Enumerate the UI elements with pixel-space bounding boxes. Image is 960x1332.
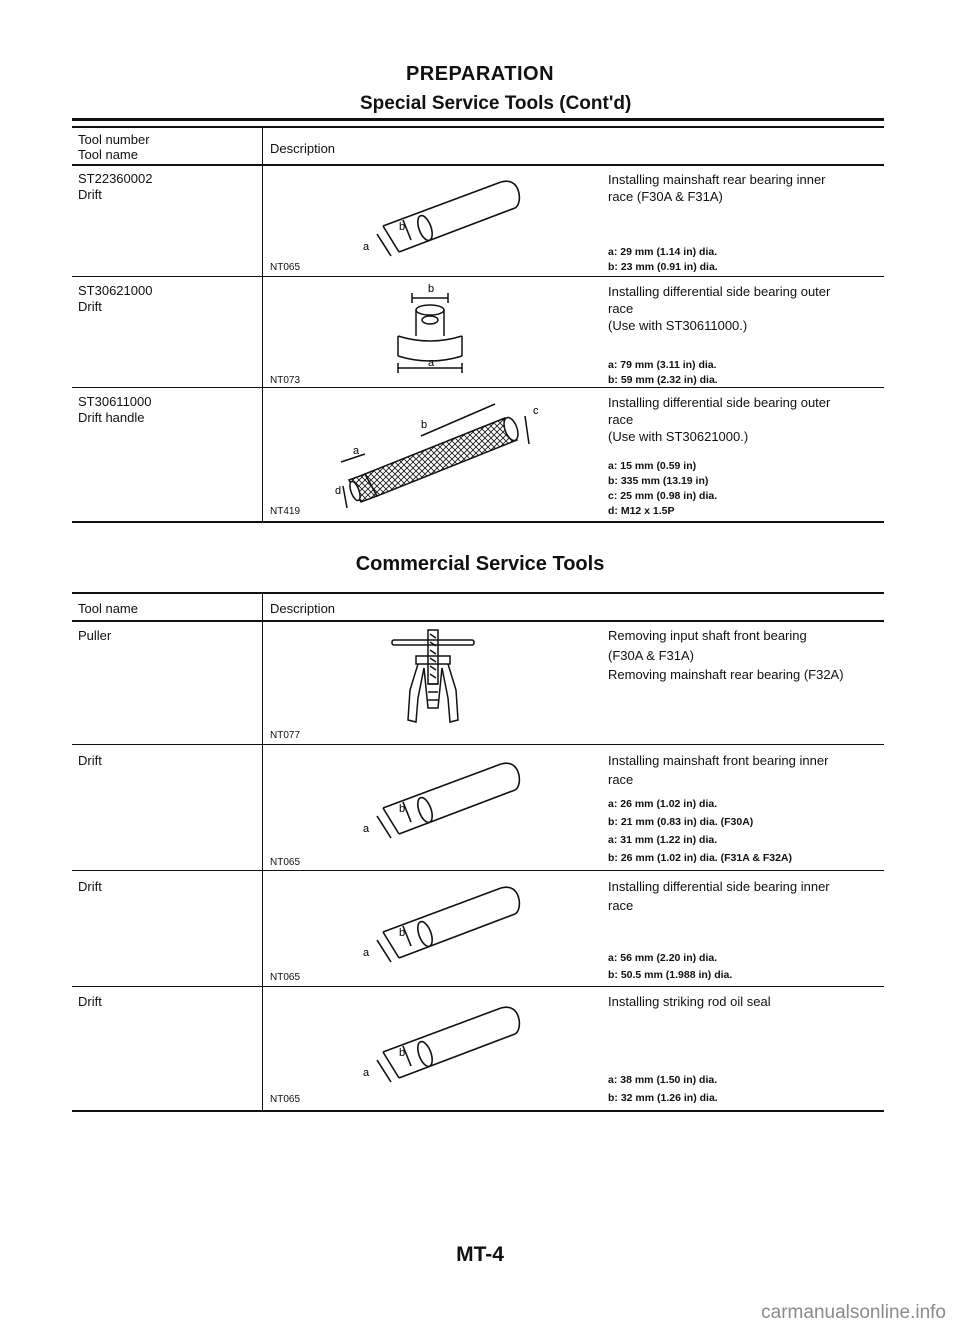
description-line: Removing mainshaft rear bearing (F32A) xyxy=(608,667,844,682)
description-line: race xyxy=(608,301,634,316)
col-header-tool-number: Tool number xyxy=(78,132,150,147)
description-line: (F30A & F31A) xyxy=(608,648,694,663)
figure-code: NT065 xyxy=(270,1094,301,1105)
drift-illustration xyxy=(355,178,530,260)
figure-code: NT073 xyxy=(270,375,301,386)
label-b: b xyxy=(399,221,406,233)
spec-line: a: 29 mm (1.14 in) dia. xyxy=(608,246,718,258)
description-line: Installing mainshaft front bearing inner xyxy=(608,753,829,768)
spec-line: b: 21 mm (0.83 in) dia. (F30A) xyxy=(608,816,754,828)
tool-name: Drift handle xyxy=(78,410,145,425)
description-line: race xyxy=(608,898,634,913)
spec-line: d: M12 x 1.5P xyxy=(608,505,675,517)
label-b: b xyxy=(421,419,428,431)
spec-line: a: 31 mm (1.22 in) dia. xyxy=(608,834,718,846)
drift-illustration xyxy=(390,280,480,378)
figure-code: NT419 xyxy=(270,506,301,517)
drift-illustration xyxy=(355,1004,530,1086)
description-line: Installing striking rod oil seal xyxy=(608,994,771,1009)
tool-name: Drift xyxy=(78,187,102,202)
label-d: d xyxy=(335,485,342,497)
table-bottom-rule xyxy=(72,521,884,523)
col-header-description: Description xyxy=(270,601,336,616)
spec-line: c: 25 mm (0.98 in) dia. xyxy=(608,490,718,502)
column-divider xyxy=(262,592,263,1112)
figure-code: NT077 xyxy=(270,730,301,741)
table-header-rule xyxy=(72,164,884,166)
description-line: Removing input shaft front bearing xyxy=(608,628,807,643)
tool-name: Drift xyxy=(78,879,102,894)
tool-number: ST22360002 xyxy=(78,171,153,186)
tool-name: Drift xyxy=(78,299,102,314)
description-line: (Use with ST30621000.) xyxy=(608,429,749,444)
description-line: Installing differential side bearing outer xyxy=(608,284,831,299)
row-rule xyxy=(72,387,884,388)
col-header-description: Description xyxy=(270,141,336,156)
tool-name: Puller xyxy=(78,628,112,643)
label-c: c xyxy=(533,405,539,417)
description-line: race xyxy=(608,412,634,427)
puller-illustration xyxy=(388,628,478,728)
tool-name: Drift xyxy=(78,753,102,768)
header-rule xyxy=(72,118,884,121)
page-subtitle: Special Service Tools (Cont'd) xyxy=(360,93,632,114)
tool-number: ST30621000 xyxy=(78,283,153,298)
drift-illustration xyxy=(355,760,530,842)
spec-line: b: 32 mm (1.26 in) dia. xyxy=(608,1092,718,1104)
label-b: b xyxy=(399,803,406,815)
spec-line: b: 23 mm (0.91 in) dia. xyxy=(608,261,718,273)
label-a: a xyxy=(353,445,360,457)
section-title: Commercial Service Tools xyxy=(355,553,605,575)
spec-line: a: 38 mm (1.50 in) dia. xyxy=(608,1074,718,1086)
label-a: a xyxy=(363,823,370,835)
commercial-top-rule xyxy=(72,592,884,594)
row-rule xyxy=(72,276,884,277)
tool-name: Drift xyxy=(78,994,102,1009)
figure-code: NT065 xyxy=(270,972,301,983)
spec-line: b: 26 mm (1.02 in) dia. (F31A & F32A) xyxy=(608,852,792,864)
label-a: a xyxy=(363,1067,370,1079)
spec-line: b: 335 mm (13.19 in) xyxy=(608,475,709,487)
spec-line: b: 59 mm (2.32 in) dia. xyxy=(608,374,718,386)
row-rule xyxy=(72,986,884,987)
spec-line: a: 15 mm (0.59 in) xyxy=(608,460,697,472)
description-line: (Use with ST30611000.) xyxy=(608,318,748,333)
figure-code: NT065 xyxy=(270,857,301,868)
spec-line: a: 56 mm (2.20 in) dia. xyxy=(608,952,718,964)
description-line: race (F30A & F31A) xyxy=(608,189,723,204)
label-b: b xyxy=(399,1047,406,1059)
description-line: Installing differential side bearing inner xyxy=(608,879,830,894)
row-rule xyxy=(72,744,884,745)
spec-line: a: 26 mm (1.02 in) dia. xyxy=(608,798,718,810)
page-title: PREPARATION xyxy=(405,63,555,85)
page-number: MT-4 xyxy=(456,1243,504,1266)
drift-illustration xyxy=(355,884,530,966)
description-line: race xyxy=(608,772,634,787)
label-a: a xyxy=(363,947,370,959)
col-header-tool-name: Tool name xyxy=(78,601,138,616)
label-b: b xyxy=(428,283,435,295)
table-top-rule xyxy=(72,126,884,128)
label-b: b xyxy=(399,927,406,939)
spec-line: b: 50.5 mm (1.988 in) dia. xyxy=(608,969,733,981)
watermark: carmanualsonline.info xyxy=(761,1302,946,1323)
column-divider xyxy=(262,126,263,522)
figure-code: NT065 xyxy=(270,262,301,273)
spec-line: a: 79 mm (3.11 in) dia. xyxy=(608,359,717,371)
commercial-header-rule xyxy=(72,620,884,622)
col-header-tool-name: Tool name xyxy=(78,147,138,162)
description-line: Installing mainshaft rear bearing inner xyxy=(608,172,826,187)
label-a: a xyxy=(428,357,435,369)
row-rule xyxy=(72,870,884,871)
tool-number: ST30611000 xyxy=(78,394,152,409)
commercial-bottom-rule xyxy=(72,1110,884,1112)
drift-handle-illustration xyxy=(335,396,545,514)
label-a: a xyxy=(363,241,370,253)
description-line: Installing differential side bearing outer xyxy=(608,395,831,410)
